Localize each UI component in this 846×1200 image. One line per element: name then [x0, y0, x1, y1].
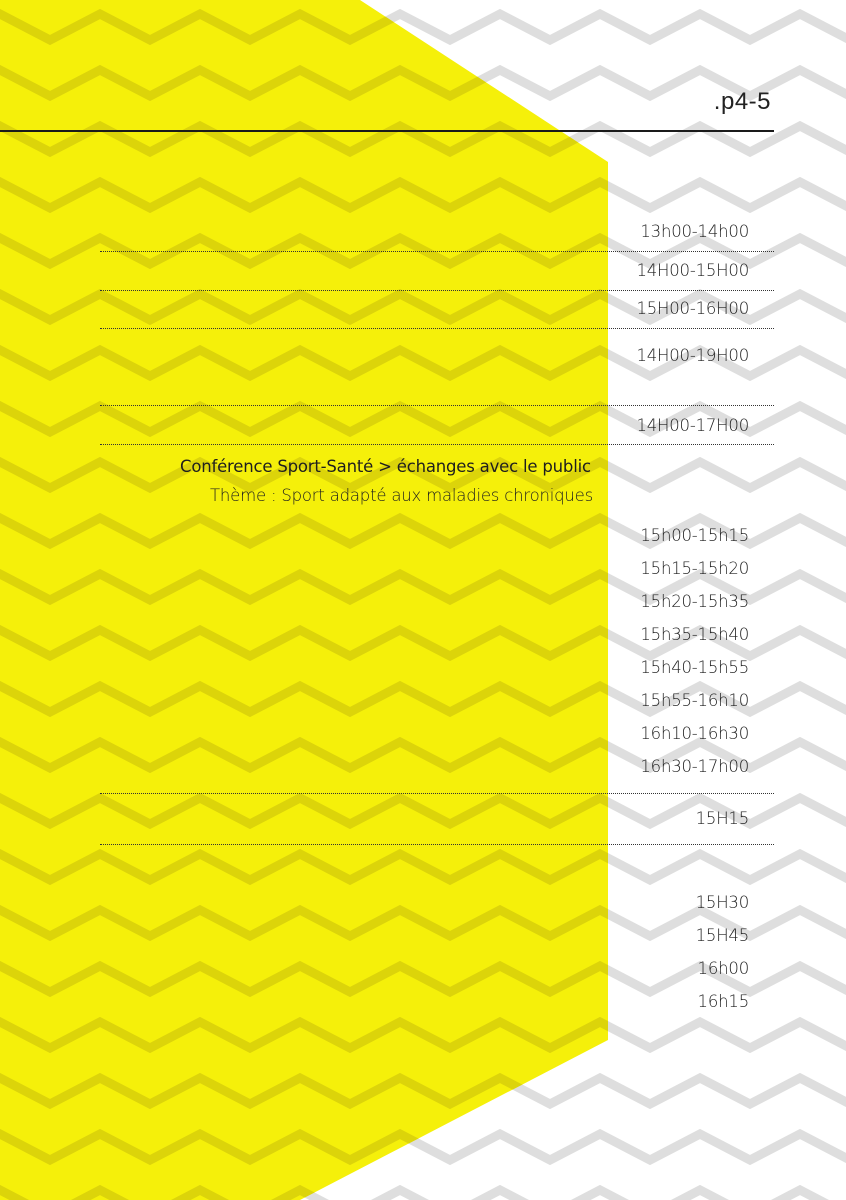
- activity-time: 15H45: [695, 926, 749, 945]
- dotted-divider: [100, 793, 774, 794]
- activity-time: 16h15: [697, 992, 749, 1011]
- activity-time: 15H15: [695, 809, 749, 828]
- page-number: .p4-5: [713, 88, 771, 115]
- dotted-divider: [100, 844, 774, 845]
- activity-time: 16h00: [697, 959, 749, 978]
- activity-time: 15H30: [695, 893, 749, 912]
- dotted-divider: [100, 328, 774, 329]
- activity-time: 15h15-15h20: [640, 559, 749, 578]
- dotted-divider: [100, 444, 774, 445]
- activity-time: 13h00-14h00: [640, 222, 749, 241]
- activity-time: 15H00-16H00: [636, 299, 749, 318]
- activity-time: 14H00-15H00: [636, 261, 749, 280]
- activity-time: 15h55-16h10: [640, 691, 749, 710]
- activity-time: 15h40-15h55: [640, 658, 749, 677]
- activity-time: 16h30-17h00: [640, 757, 749, 776]
- dotted-divider: [100, 290, 774, 291]
- activity-time: 16h10-16h30: [640, 724, 749, 743]
- dotted-divider: [100, 251, 774, 252]
- section-theme: Thème : Sport adapté aux maladies chroniques: [210, 486, 594, 505]
- dotted-divider: [100, 405, 774, 406]
- section-heading: Conférence Sport-Santé > échanges avec le public: [180, 457, 591, 476]
- activity-time: 15h20-15h35: [640, 592, 749, 611]
- activity-time: 15h35-15h40: [640, 625, 749, 644]
- activity-time: 14H00-17H00: [636, 416, 749, 435]
- activity-time: 15h00-15h15: [640, 526, 749, 545]
- activity-time: 14H00-19H00: [636, 346, 749, 365]
